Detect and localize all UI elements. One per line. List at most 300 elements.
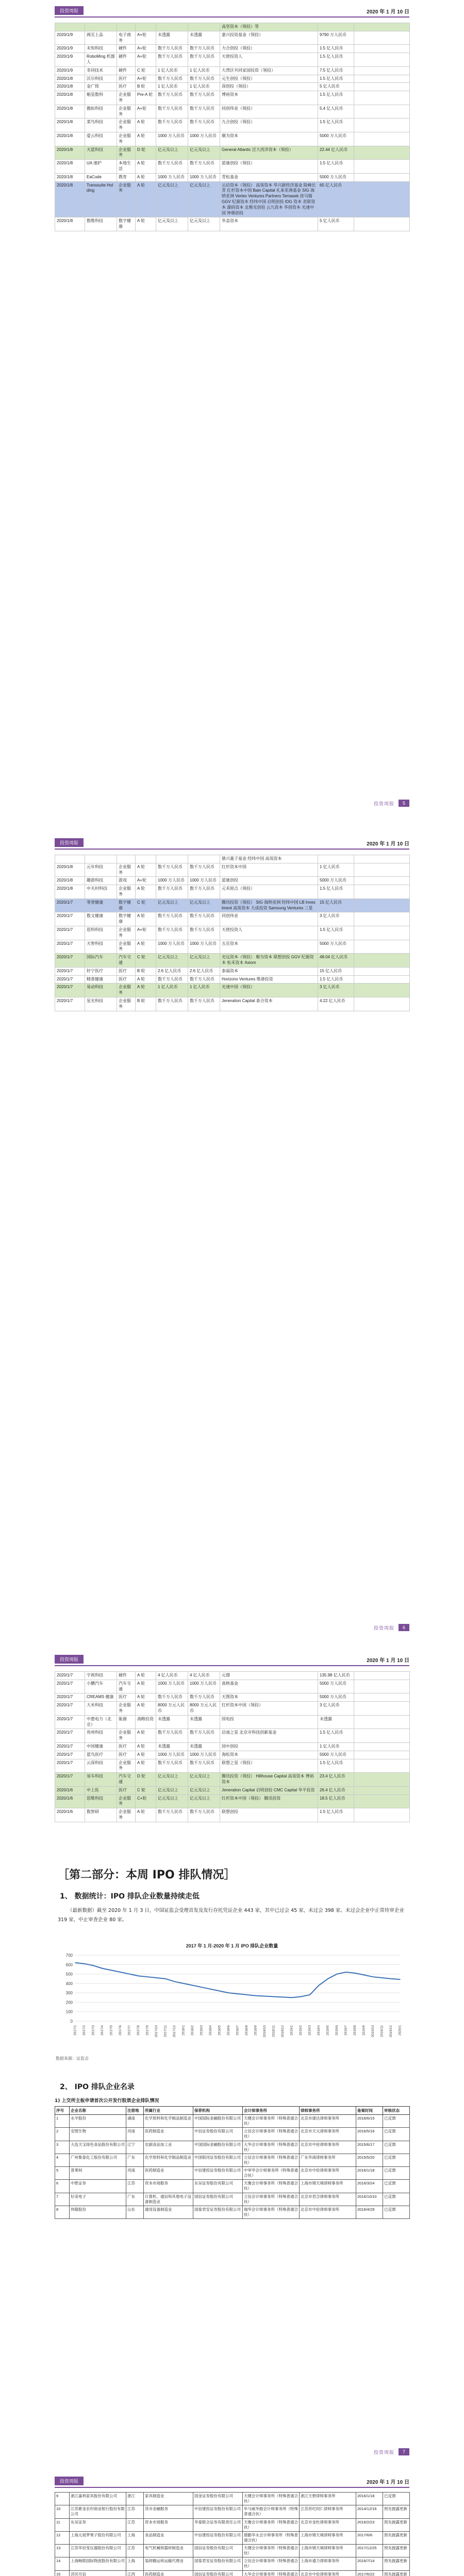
ipo-cell: 东吴证券 xyxy=(70,2518,126,2531)
deal-cell: 企业服务 xyxy=(117,984,136,997)
deal-cell: A+轮 xyxy=(136,53,156,67)
ipo-cell: 已反馈 xyxy=(383,2154,410,2166)
ipo-cell: 伟隆股份 xyxy=(70,2206,126,2218)
ipo-cell: 2016/3/24 xyxy=(356,2180,383,2193)
deal-cell: Horizons Ventures 维港投资 xyxy=(220,975,318,984)
deal-cell: 1 亿人民币 xyxy=(188,66,220,75)
deal-cell: 医疗 xyxy=(117,1693,136,1702)
deal-cell xyxy=(354,217,410,231)
deal-cell: 2020/1/8 xyxy=(55,118,85,132)
deal-cell: 1000 万人民币 xyxy=(188,173,220,181)
deal-cell: 爱云科技 xyxy=(85,132,117,146)
deal-cell: 思科科技 xyxy=(85,926,117,940)
deal-row xyxy=(55,1715,410,1729)
deal-cell: 未透露 xyxy=(156,1715,188,1729)
data-point xyxy=(111,1970,112,1971)
deal-cell: 五岳资本 xyxy=(220,940,318,954)
deal-row xyxy=(55,967,410,975)
ipo-cell: 浙江天册律师事务所 xyxy=(300,2493,356,2505)
deal-row xyxy=(55,954,410,968)
ipo-row xyxy=(55,2570,410,2576)
ipo-cell: 6 xyxy=(55,2180,70,2193)
page-2 xyxy=(0,822,464,1643)
deal-cell: 天蓝科技 xyxy=(85,146,117,160)
deal-cell xyxy=(354,181,410,217)
deal-cell: A 轮 xyxy=(136,1672,156,1680)
deal-cell: 蓝驰创投 xyxy=(220,877,318,885)
deal-cell xyxy=(117,23,136,31)
ipo-row xyxy=(55,2557,410,2570)
stats-paragraph: （最新数据）截至 2020 年 1 月 3 日，中国证监会受理首发及发行存托凭证企业 443 家，其中已过会 45 家，未过会 398 家。未过会企业中正常待审企业 319 家，中止审查企业 80 家。 xyxy=(58,1908,404,1923)
ipo-column-header: 审核状态 xyxy=(383,2107,410,2115)
deal-cell: 元禾原点（领投） xyxy=(220,885,318,899)
ipo-cell: 辽宁 xyxy=(126,2141,144,2154)
ipo-cell: 北京市中伦律师事务所 xyxy=(300,2141,356,2154)
ipo-cell: 3 xyxy=(55,2141,70,2154)
deal-row xyxy=(55,83,410,91)
ipo-cell: 货币金融服务 xyxy=(144,2505,193,2518)
deal-cell: 23.4 亿人民币 xyxy=(318,1773,354,1787)
deal-cell xyxy=(354,954,410,968)
deal-cell: A 轮 xyxy=(136,160,156,174)
deal-cell: 思维科技 xyxy=(85,1794,117,1808)
x-tick-label: 2017/1 xyxy=(73,2025,77,2036)
deal-cell: 未知科技 xyxy=(85,45,117,53)
ipo-row xyxy=(55,2206,410,2218)
deal-cell: 1 亿人民币 xyxy=(156,66,188,75)
deal-cell: 亿元及以上 xyxy=(188,954,220,968)
deal-cell: 2020/1/7 xyxy=(55,899,85,912)
ipo-row xyxy=(55,2193,410,2206)
x-tick-label: 2019/12 xyxy=(389,2025,393,2038)
deals-table xyxy=(55,1671,410,1822)
ipo-cell: 中胜证券 xyxy=(70,2180,126,2193)
deal-row xyxy=(55,1794,410,1808)
deal-cell: 本地生活 xyxy=(117,160,136,174)
deal-cell: 亿元及以上 xyxy=(156,1794,188,1808)
header-tag: 投资周报 xyxy=(55,6,84,15)
deal-cell: 数千万人民币 xyxy=(156,1759,188,1773)
deal-cell: 数千万人民币 xyxy=(156,53,188,67)
deal-cell: 5000 万人民币 xyxy=(318,132,354,146)
ipo-row xyxy=(55,2167,410,2180)
deal-cell xyxy=(354,146,410,160)
deal-cell: General Atlantic 泛大西洋资本（领投） xyxy=(220,146,318,160)
deal-cell: 国中创投 xyxy=(220,1742,318,1751)
deal-cell: 26.4 亿人民币 xyxy=(318,1786,354,1794)
deal-cell: 企业服务 xyxy=(117,885,136,899)
ipo-cell: 天衡会计师事务所（特殊普通合伙） xyxy=(243,2518,300,2531)
ipo-cell: 中信证券股份有限公司 xyxy=(193,2128,243,2141)
ipo-cell: 2016/4/29 xyxy=(356,2206,383,2218)
deal-cell: 数千万人民币 xyxy=(156,45,188,53)
deal-cell: 2020/1/8 xyxy=(55,181,85,217)
deal-cell: 汽车交通 xyxy=(117,954,136,968)
deal-cell: 1000 万人民币 xyxy=(188,877,220,885)
x-tick-label: 2020/1 xyxy=(398,2025,402,2036)
ipo-cell: 安图生物 xyxy=(70,2128,126,2141)
deal-cell: 数千万人民币 xyxy=(188,975,220,984)
ipo-cell: 已反馈 xyxy=(383,2193,410,2206)
ipo-cell: 化学原料和化学制品制造业 xyxy=(144,2115,193,2128)
deal-cell: 1000 万人民币 xyxy=(188,1751,220,1759)
ipo-cell: 7 xyxy=(55,2193,70,2206)
deal-cell: A 轮 xyxy=(136,1751,156,1759)
deal-cell: 企业服务 xyxy=(117,132,136,146)
deal-cell: 2020/1/7 xyxy=(55,967,85,975)
deal-cell: 数千万人民币 xyxy=(188,118,220,132)
deal-cell: 2020/1/6 xyxy=(55,1786,85,1794)
deal-cell: 5000 万人民币 xyxy=(318,940,354,954)
ipo-cell: 已反馈 xyxy=(383,2493,410,2505)
deal-cell: 1 亿人民币 xyxy=(318,1742,354,1751)
deal-cell: 135.98 亿人民币 xyxy=(318,1672,354,1680)
ipo-cell: 1 xyxy=(55,2115,70,2128)
deal-cell: 海松资本 xyxy=(220,1751,318,1759)
ipo-cell: 5 xyxy=(55,2167,70,2180)
deal-cell: 深创投（领投） xyxy=(220,83,318,91)
deal-cell: 数千万人民币 xyxy=(188,160,220,174)
deal-cell: 2020/1/7 xyxy=(55,912,85,926)
ipo-cell: 大华会计师事务所（特殊普通合伙） xyxy=(243,2141,300,2154)
ipo-cell: 天健会计师事务所（特殊普通合伙） xyxy=(243,2545,300,2557)
deal-cell: 数字健康 xyxy=(117,217,136,231)
x-tick-label: 2017/8 xyxy=(137,2025,141,2036)
chart-title: 2017 年 1 月-2020 年 1 月 IPO 排队企业数量 xyxy=(186,1943,278,1948)
ipo-cell: 广东 xyxy=(126,2154,144,2166)
deal-cell: 数千万人民币 xyxy=(156,975,188,984)
deal-cell: 小鹏汽车 xyxy=(85,1680,117,1693)
x-tick-label: 2017/12 xyxy=(173,2025,177,2038)
deal-cell: 青松基金 xyxy=(220,173,318,181)
deal-cell xyxy=(354,53,410,67)
deal-cell: 1000 万人民币 xyxy=(188,1680,220,1693)
deal-cell: 亿元及以上 xyxy=(156,181,188,217)
deal-row xyxy=(55,1702,410,1716)
x-tick-label: 2018/10 xyxy=(263,2025,267,2038)
deal-cell xyxy=(136,23,156,31)
ipo-cell: 11 xyxy=(55,2518,70,2531)
data-point xyxy=(192,1985,193,1986)
ipo-queue-chart xyxy=(55,1942,409,2050)
deal-cell: A+轮 xyxy=(136,75,156,83)
deal-cell xyxy=(354,984,410,997)
deal-cell: 2020/1/9 xyxy=(55,66,85,75)
deal-row xyxy=(55,1693,410,1702)
ipo-cell: 2016/1/18 xyxy=(356,2167,383,2180)
x-tick-label: 2018/1 xyxy=(181,2025,186,2036)
deal-cell xyxy=(354,83,410,91)
y-tick-label: 300 xyxy=(65,1991,73,1996)
deal-cell: 1.5 亿人民币 xyxy=(318,1759,354,1773)
deal-cell: A+轮 xyxy=(136,31,156,45)
ipo-cell: 广东 xyxy=(126,2193,144,2206)
deal-cell xyxy=(354,75,410,83)
ipo-cell: 2015/5/20 xyxy=(356,2154,383,2166)
deal-cell xyxy=(318,855,354,863)
deal-cell: 2020/1/9 xyxy=(55,31,85,45)
deal-cell: 2020/1/8 xyxy=(55,160,85,174)
deal-cell: 数千万人民币 xyxy=(156,1729,188,1743)
deal-cell: 5000 万人民币 xyxy=(318,877,354,885)
series-line xyxy=(75,1963,400,1998)
ipo-cell: 北京市中伦律师事务所 xyxy=(300,2167,356,2180)
deal-cell xyxy=(354,105,410,118)
data-point xyxy=(138,1975,139,1976)
deal-cell: 2020/1/7 xyxy=(55,954,85,968)
deal-cell: 3 亿人民币 xyxy=(318,912,354,926)
ipo-cell: 家具制造业 xyxy=(144,2493,193,2505)
deal-cell xyxy=(354,1742,410,1751)
deal-cell: A 轮 xyxy=(136,912,156,926)
deal-cell: 蓝驰创投（领投） xyxy=(220,160,318,174)
deal-cell: A 轮 xyxy=(136,984,156,997)
deal-cell: 8000 万元人民币 xyxy=(156,1702,188,1716)
deal-cell: 1000 万人民币 xyxy=(156,940,188,954)
header-tag: 投资周报 xyxy=(55,1655,84,1664)
deal-cell: 未透露 xyxy=(188,31,220,45)
deal-row xyxy=(55,885,410,899)
x-tick-label: 2017/9 xyxy=(145,2025,150,2036)
deal-cell: 5000 万人民币 xyxy=(318,1751,354,1759)
deal-cell: 2020/1/8 xyxy=(55,75,85,83)
deal-cell: 数千万人民币 xyxy=(156,1808,188,1822)
deal-cell: 战略投资 xyxy=(136,1715,156,1729)
deal-cell: B 轮 xyxy=(136,967,156,975)
ipo-cell: 济民可信 xyxy=(70,2570,126,2576)
deal-cell: 2020/1/7 xyxy=(55,1773,85,1787)
deal-cell: 2020/1/7 xyxy=(55,975,85,984)
deal-cell: 中惠电力（北京） xyxy=(85,1715,117,1729)
deal-row xyxy=(55,173,410,181)
deal-cell xyxy=(85,23,117,31)
page-4 xyxy=(0,2465,464,2576)
ipo-cell: 江苏世纪同仁律师事务所 xyxy=(300,2505,356,2518)
y-tick-label: 100 xyxy=(65,2009,73,2014)
deal-cell xyxy=(354,899,410,912)
deal-cell: 1000 万人民币 xyxy=(188,132,220,146)
deal-cell: 2020/1/9 xyxy=(55,53,85,67)
x-tick-label: 2017/11 xyxy=(163,2025,168,2038)
deal-cell: 企业服务 xyxy=(117,863,136,877)
deal-cell: 联想创投 xyxy=(220,1808,318,1822)
deal-cell: 华盖资本 xyxy=(220,217,318,231)
y-tick-label: 700 xyxy=(65,1953,73,1958)
deal-cell xyxy=(136,855,156,863)
deal-cell: 红杉资本中国 xyxy=(220,863,318,877)
deal-cell: Pre-A 轮 xyxy=(136,91,156,105)
deal-cell: 硬件 xyxy=(117,45,136,53)
deal-cell: 数千万人民币 xyxy=(156,926,188,940)
deal-row xyxy=(55,1751,410,1759)
deal-cell: 非同技术 xyxy=(85,66,117,75)
deal-cell: 企业服务 xyxy=(117,1808,136,1822)
deal-cell: 九合创投（领投） xyxy=(220,118,318,132)
deal-cell: 国际汽车 xyxy=(85,954,117,968)
ipo-cell: 预先披露更新 xyxy=(383,2557,410,2570)
deal-row xyxy=(55,75,410,83)
ipo-column-header: 注册地 xyxy=(126,2107,144,2115)
ipo-cell: 2017/6/6 xyxy=(356,2531,383,2544)
ipo-cell: 已反馈 xyxy=(383,2128,410,2141)
data-point xyxy=(391,1978,392,1979)
ipo-cell: 资本市场服务 xyxy=(144,2518,193,2531)
ipo-cell: 预先披露更新 xyxy=(383,2518,410,2531)
ipo-cell: 9 xyxy=(55,2493,70,2505)
ipo-cell: 浙江 xyxy=(126,2493,144,2505)
x-tick-label: 2018/7 xyxy=(236,2025,240,2036)
deal-row xyxy=(55,855,410,863)
deal-cell: A 轮 xyxy=(136,118,156,132)
deal-cell: 1.5 亿人民币 xyxy=(318,45,354,53)
deal-row xyxy=(55,160,410,174)
ipo-cell: 德勤华永会计师事务所（特殊普通合伙） xyxy=(243,2531,300,2544)
ipo-cell: 国泰君安证券股份有限公司 xyxy=(193,2206,243,2218)
chart-source: 数据来源：证监会 xyxy=(56,2056,89,2061)
deal-cell: 汽车交通 xyxy=(117,1680,136,1693)
data-point xyxy=(301,1996,302,1997)
deal-cell: 企业服务 xyxy=(117,91,136,105)
deal-cell: 光远资本（领投） 顺为资本 联想创投 GGV 纪源资本 松禾资本 Axiom xyxy=(220,954,318,968)
deal-cell: 数智研 xyxy=(85,1808,117,1822)
deal-cell: 数千万人民币 xyxy=(156,912,188,926)
header-date: 2020 年 1 月 10 日 xyxy=(367,841,409,847)
deal-cell xyxy=(354,1773,410,1787)
deal-row xyxy=(55,975,410,984)
x-tick-label: 2018/11 xyxy=(272,2025,276,2038)
ipo-cell: 8 xyxy=(55,2206,70,2218)
deal-cell: 金广铭 xyxy=(85,83,117,91)
ipo-row xyxy=(55,2128,410,2141)
deal-row xyxy=(55,940,410,954)
ipo-cell: 2017/12/25 xyxy=(356,2545,383,2557)
ipo-cell: 湖南 xyxy=(126,2115,144,2128)
deal-row xyxy=(55,118,410,132)
ipo-cell: 天健会计师事务所（特殊普通合伙） xyxy=(243,2493,300,2505)
data-point xyxy=(165,1978,166,1979)
deal-cell: A 轮 xyxy=(136,1742,156,1751)
x-tick-label: 2018/9 xyxy=(254,2025,258,2036)
ipo-cell: 13 xyxy=(55,2545,70,2557)
deal-row xyxy=(55,1742,410,1751)
deal-row xyxy=(55,1729,410,1743)
ipo-cell: 江苏华辰变压器股份有限公司 xyxy=(70,2545,126,2557)
deal-cell xyxy=(354,1759,410,1773)
deal-row xyxy=(55,132,410,146)
ipo-cell: 立信会计师事务所（特殊普通合伙） xyxy=(243,2128,300,2141)
y-tick-label: 200 xyxy=(65,2000,73,2005)
deal-row xyxy=(55,912,410,926)
deal-cell xyxy=(354,975,410,984)
deals-table xyxy=(55,855,410,1011)
ipo-cell: 预先披露更新 xyxy=(383,2545,410,2557)
deal-cell: 5 亿人民币 xyxy=(318,217,354,231)
deal-cell: 1 亿人民币 xyxy=(318,863,354,877)
x-tick-label: 2019/6 xyxy=(335,2025,339,2036)
deal-cell: 企业服务 xyxy=(117,926,136,940)
x-tick-label: 2019/2 xyxy=(299,2025,303,2036)
data-point xyxy=(93,1965,94,1966)
deal-cell: 嘉兴投资基金（领投） xyxy=(220,31,318,45)
ipo-cell: 14 xyxy=(55,2557,70,2570)
ipo-cell: 毕马威华振会计师事务所（特殊普通合伙） xyxy=(243,2505,300,2518)
deal-cell: 1000 万人民币 xyxy=(156,1680,188,1693)
data-point xyxy=(174,1981,175,1982)
deal-cell: 医疗 xyxy=(117,75,136,83)
x-tick-label: 2018/12 xyxy=(281,2025,285,2038)
y-tick-label: 500 xyxy=(65,1972,73,1977)
ipo-cell: 立信会计师事务所（特殊普通合伙） xyxy=(243,2154,300,2166)
header-date: 2020 年 1 月 10 日 xyxy=(367,2480,409,2485)
deal-cell: 数千万人民币 xyxy=(156,997,188,1011)
deal-cell: 3 亿人民币 xyxy=(318,984,354,997)
deal-cell: 未透露 xyxy=(318,1715,354,1729)
deal-cell: RoboMing 机器人 xyxy=(85,53,117,67)
deal-cell: 2020/1/7 xyxy=(55,1715,85,1729)
deal-cell: Transsuite Holding xyxy=(85,181,117,217)
deal-cell: 数千万人民币 xyxy=(188,885,220,899)
deal-cell: 数千万人民币 xyxy=(188,75,220,83)
deal-row xyxy=(55,91,410,105)
ipo-cell: 北京市中伦律师事务所 xyxy=(300,2206,356,2218)
deal-cell: 1.5 亿人民币 xyxy=(318,160,354,174)
deal-cell: Jeneration Capital 泰合资本 xyxy=(220,997,318,1011)
deal-cell: 18.5 亿人民币 xyxy=(318,1794,354,1808)
deal-cell: 2020/1/7 xyxy=(55,1751,85,1759)
data-point xyxy=(237,1993,238,1994)
ipo-cell: 国信证券股份有限公司 xyxy=(193,2570,243,2576)
ipo-cell: 江西 xyxy=(126,2570,144,2576)
deal-row xyxy=(55,997,410,1011)
ipo-cell: 医药制造业 xyxy=(144,2570,193,2576)
deal-cell: 22.44 亿人民币 xyxy=(318,146,354,160)
deal-cell: 同创伟业（领投） xyxy=(220,105,318,118)
x-tick-label: 2017/4 xyxy=(101,2025,105,2036)
deal-cell: 数维科技 xyxy=(85,217,117,231)
deal-row xyxy=(55,45,410,53)
y-tick-label: 0 xyxy=(70,2019,73,2024)
ipo-cell: 上海市通力律师事务所 xyxy=(300,2557,356,2570)
data-point xyxy=(147,1976,148,1977)
deal-cell: 5000 万人民币 xyxy=(318,1680,354,1693)
deal-row xyxy=(55,31,410,45)
deal-cell: 游戏 xyxy=(117,877,136,885)
ipo-row xyxy=(55,2115,410,2128)
data-point xyxy=(283,1997,284,1998)
deal-cell: 1 亿人民币 xyxy=(188,984,220,997)
deal-cell: 天智科技 xyxy=(85,940,117,954)
ipo-column-header: 所属行业 xyxy=(144,2107,193,2115)
ipo-row xyxy=(55,2154,410,2166)
x-tick-label: 2019/8 xyxy=(353,2025,357,2036)
deal-row xyxy=(55,105,410,118)
deal-row xyxy=(55,899,410,912)
ipo-cell: 河南 xyxy=(126,2167,144,2180)
ipo-cell: 计算机、通信和其他电子设备制造业 xyxy=(144,2193,193,2206)
deal-cell: 能源 xyxy=(117,1715,136,1729)
data-point xyxy=(355,1973,356,1974)
ipo-cell: 中信建投证券股份有限公司 xyxy=(193,2505,243,2518)
deal-cell xyxy=(354,1794,410,1808)
deal-cell: 云深科技 xyxy=(85,1759,117,1773)
x-tick-label: 2019/4 xyxy=(317,2025,321,2036)
deal-cell: 数千万人民币 xyxy=(188,1693,220,1702)
ipo-cell: 中国国际金融股份有限公司 xyxy=(193,2115,243,2128)
deal-row xyxy=(55,146,410,160)
deal-cell: 1000 万人民币 xyxy=(156,132,188,146)
ipo-cell: 电气机械和器材制造业 xyxy=(144,2545,193,2557)
deal-cell: 中国健康 xyxy=(85,1742,117,1751)
